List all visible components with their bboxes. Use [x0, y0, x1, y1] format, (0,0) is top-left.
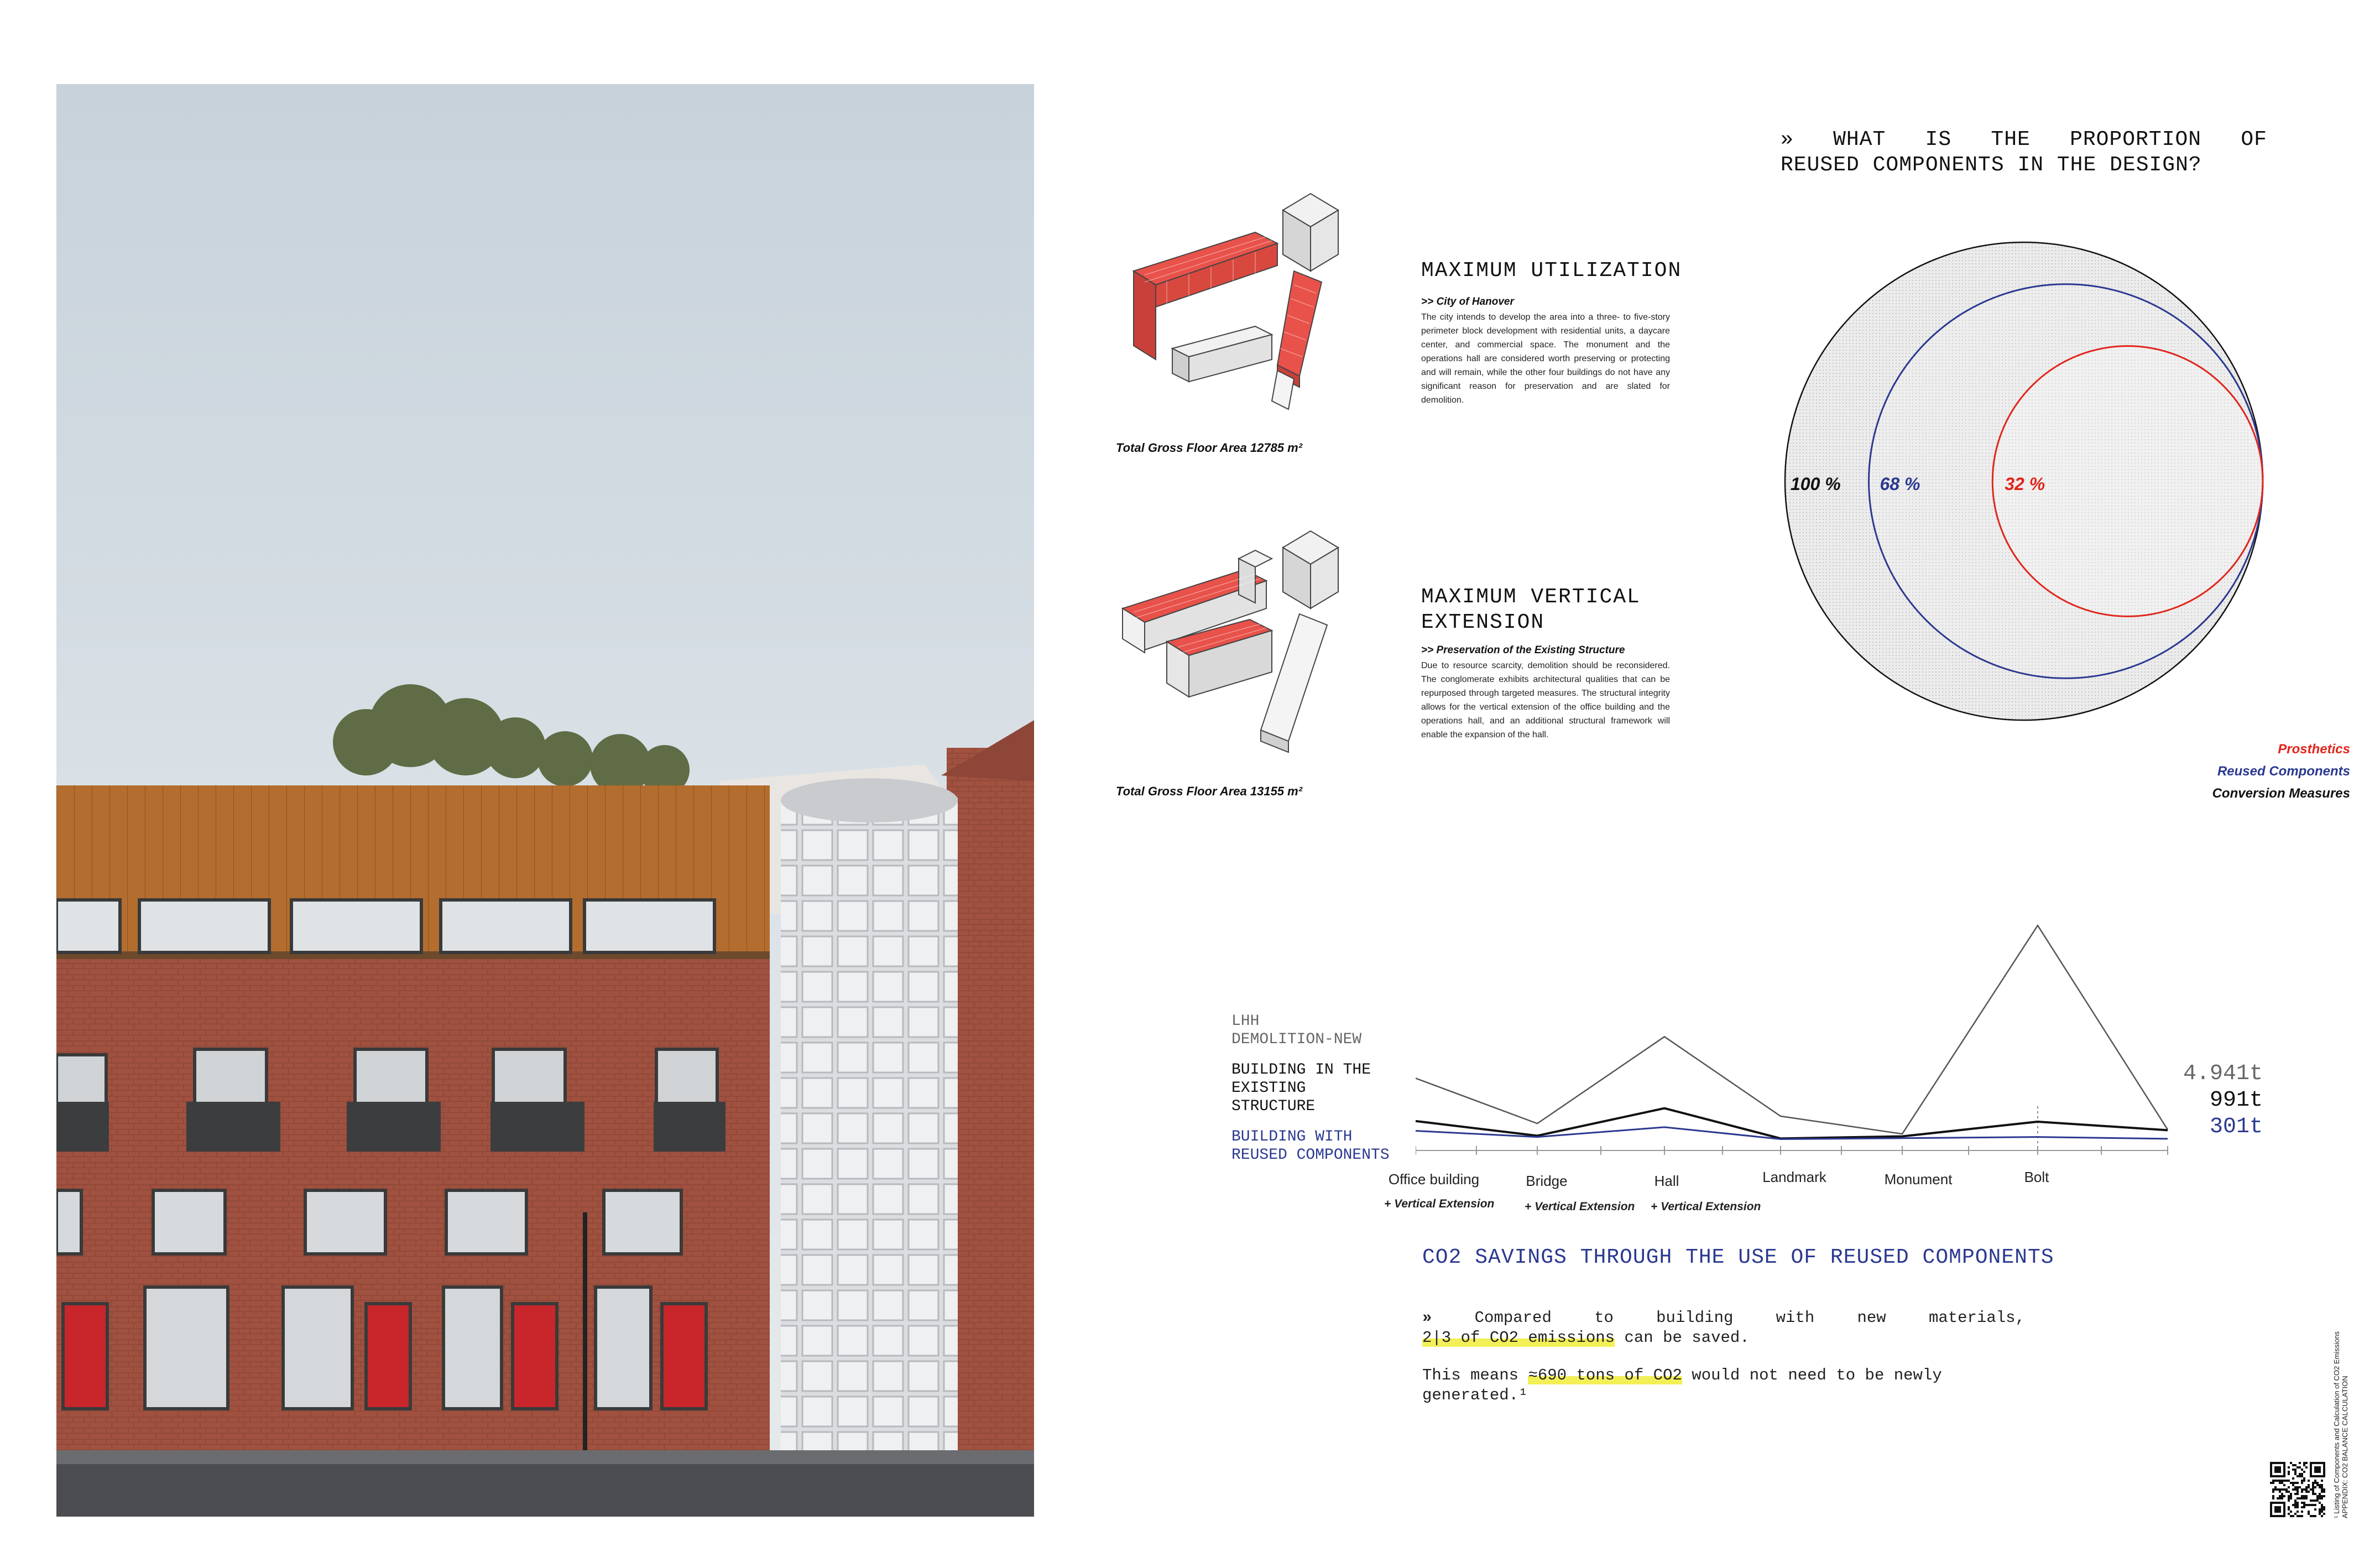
qr-module	[2321, 1495, 2323, 1497]
qr-module	[2319, 1493, 2321, 1495]
savings-line3	[1422, 1366, 2025, 1405]
circle-label-0: 100 %	[1791, 474, 1841, 494]
qr-module	[2279, 1491, 2281, 1493]
category-note-vertical-extension: + Vertical Extension	[1651, 1200, 1761, 1213]
qr-module	[2288, 1495, 2290, 1497]
qr-module	[2303, 1495, 2305, 1497]
qr-module	[2281, 1497, 2283, 1499]
qr-module	[2323, 1488, 2325, 1491]
qr-module	[2277, 1480, 2279, 1482]
qr-module	[2288, 1486, 2290, 1488]
legend-item-conversion-measures: Conversion Measures	[2212, 786, 2350, 801]
qr-module	[2305, 1504, 2308, 1506]
qr-module	[2279, 1480, 2281, 1482]
footnote-line1: ¹ Listing of Components and Calculation of CO2 Emissions	[2332, 1331, 2341, 1518]
qr-module	[2303, 1477, 2305, 1480]
qr-module	[2303, 1488, 2305, 1491]
category-label-landmark: Landmark	[1762, 1169, 1826, 1185]
qr-module	[2312, 1515, 2314, 1517]
qr-module	[2299, 1497, 2301, 1499]
qr-module	[2297, 1475, 2299, 1477]
qr-module	[2310, 1488, 2312, 1491]
qr-module	[2281, 1493, 2283, 1495]
qr-module	[2297, 1502, 2299, 1504]
series-line-1	[1416, 1108, 2168, 1139]
question-word-0: WHAT	[1833, 128, 1886, 152]
qr-module	[2285, 1480, 2288, 1482]
qr-module	[2274, 1486, 2277, 1488]
savings-marker: »	[1422, 1309, 1432, 1327]
series-totals	[2174, 1061, 2263, 1141]
qr-module	[2301, 1480, 2303, 1482]
qr-module	[2303, 1497, 2305, 1499]
qr-module	[2308, 1491, 2310, 1493]
footnote	[2332, 1331, 2349, 1529]
qr-module	[2288, 1499, 2290, 1502]
series-label-2	[1231, 1128, 1390, 1164]
qr-module	[2292, 1515, 2294, 1517]
co2-savings-title: CO2 SAVINGS THROUGH THE USE OF REUSED COMPONENTS	[1422, 1246, 2054, 1269]
savings-line2	[1422, 1328, 2025, 1348]
qr-module	[2301, 1511, 2303, 1513]
series-label-line: BUILDING IN THE	[1231, 1061, 1371, 1079]
legend-item-reused-components: Reused Components	[2217, 764, 2350, 779]
circle-label-1: 68 %	[1880, 474, 1920, 494]
category-note-vertical-extension: + Vertical Extension	[1525, 1200, 1635, 1213]
series-total-0: 4.941t	[2183, 1061, 2263, 1086]
qr-module	[2308, 1504, 2310, 1506]
qr-module	[2290, 1462, 2292, 1464]
qr-module	[2316, 1497, 2319, 1499]
series-total-2: 301t	[2209, 1115, 2263, 1139]
qr-module	[2272, 1488, 2274, 1491]
qr-module	[2301, 1473, 2303, 1475]
qr-module	[2319, 1495, 2321, 1497]
qr-module	[2288, 1497, 2290, 1499]
qr-module	[2294, 1464, 2297, 1466]
proportion-question-line1	[1781, 127, 2267, 153]
qr-module	[2292, 1469, 2294, 1471]
qr-module	[2288, 1480, 2290, 1482]
qr-module	[2301, 1502, 2303, 1504]
qr-module	[2297, 1504, 2299, 1506]
qr-module	[2321, 1488, 2323, 1491]
qr-module	[2270, 1482, 2272, 1484]
savings-line3-pre: This means	[1422, 1366, 1528, 1384]
qr-module	[2305, 1462, 2308, 1464]
vertical-extension-subtitle: >> Preservation of the Existing Structure	[1421, 644, 1625, 656]
qr-module	[2314, 1515, 2316, 1517]
qr-module	[2283, 1480, 2285, 1482]
qr-module	[2321, 1511, 2323, 1513]
vertical-extension-title-line1: MAXIMUM VERTICAL	[1421, 585, 1641, 609]
qr-module	[2308, 1486, 2310, 1488]
qr-module	[2312, 1493, 2314, 1495]
qr-module	[2321, 1484, 2323, 1486]
qr-module	[2294, 1486, 2297, 1488]
qr-module	[2274, 1488, 2277, 1491]
qr-module	[2279, 1497, 2281, 1499]
qr-module	[2299, 1486, 2301, 1488]
series-label-1	[1231, 1061, 1390, 1116]
qr-module	[2277, 1488, 2279, 1491]
question-word-1: IS	[1925, 128, 1952, 152]
qr-module	[2294, 1482, 2297, 1484]
question-word-4: OF	[2241, 128, 2267, 152]
circle-label-2: 32 %	[2005, 474, 2045, 494]
qr-module	[2292, 1484, 2294, 1486]
qr-module	[2290, 1497, 2292, 1499]
qr-module	[2312, 1499, 2314, 1502]
qr-module	[2281, 1488, 2283, 1491]
qr-module	[2305, 1495, 2308, 1497]
qr-module	[2316, 1495, 2319, 1497]
qr-module	[2288, 1466, 2290, 1469]
qr-module	[2288, 1513, 2290, 1515]
qr-module	[2294, 1504, 2297, 1506]
savings-word-3: with	[1776, 1309, 1815, 1327]
qr-module	[2288, 1508, 2290, 1511]
series-line-0	[1416, 925, 2168, 1134]
qr-module	[2305, 1488, 2308, 1491]
qr-module	[2303, 1506, 2305, 1508]
qr-module	[2312, 1488, 2314, 1491]
qr-module	[2305, 1497, 2308, 1499]
vertical-extension-gross-floor-area: Total Gross Floor Area 13155 m²	[1116, 784, 1303, 798]
qr-module	[2314, 1480, 2316, 1482]
qr-module	[2297, 1488, 2299, 1491]
qr-module	[2297, 1482, 2299, 1484]
qr-module	[2292, 1482, 2294, 1484]
qr-module	[2310, 1504, 2312, 1506]
qr-module	[2281, 1495, 2283, 1497]
qr-module	[2310, 1499, 2312, 1502]
qr-module	[2301, 1497, 2303, 1499]
qr-module	[2321, 1508, 2323, 1511]
savings-highlight-tons: ≈690 tons of CO2	[1528, 1366, 1682, 1384]
qr-module	[2305, 1486, 2308, 1488]
qr-module	[2279, 1488, 2281, 1491]
savings-line2-rest: can be saved.	[1615, 1329, 1750, 1347]
qr-module	[2299, 1515, 2301, 1517]
qr-module	[2277, 1497, 2279, 1499]
qr-module	[2297, 1511, 2299, 1513]
qr-module	[2301, 1475, 2303, 1477]
series-label-0	[1231, 1012, 1390, 1049]
series-label-line: BUILDING WITH	[1231, 1128, 1353, 1145]
qr-module	[2283, 1488, 2285, 1491]
series-total-1: 991t	[2209, 1088, 2263, 1113]
qr-module	[2288, 1471, 2290, 1473]
qr-module	[2297, 1497, 2299, 1499]
qr-module	[2314, 1493, 2316, 1495]
footnote-line2: APPENDIX: CO2 BALANCE CALCULATION	[2341, 1376, 2349, 1518]
qr-module	[2303, 1480, 2305, 1482]
qr-module	[2294, 1506, 2297, 1508]
qr-module	[2321, 1480, 2323, 1482]
savings-word-2: building	[1656, 1309, 1734, 1327]
street-rendering-image	[56, 84, 1034, 1517]
qr-module	[2297, 1493, 2299, 1495]
series-label-line: LHH	[1231, 1013, 1260, 1030]
qr-module	[2274, 1480, 2277, 1482]
qr-module	[2319, 1508, 2321, 1511]
qr-module	[2272, 1480, 2274, 1482]
qr-module	[2290, 1511, 2292, 1513]
utilization-title: MAXIMUM UTILIZATION	[1421, 259, 1682, 283]
qr-module	[2292, 1477, 2294, 1480]
category-label-monument: Monument	[1884, 1171, 1953, 1188]
qr-module	[2299, 1475, 2301, 1477]
qr-module	[2297, 1506, 2299, 1508]
series-labels	[1231, 1012, 1390, 1176]
qr-module	[2316, 1484, 2319, 1486]
qr-module	[2290, 1482, 2292, 1484]
qr-module	[2283, 1484, 2285, 1486]
qr-module	[2314, 1508, 2316, 1511]
qr-module	[2312, 1482, 2314, 1484]
qr-module	[2319, 1513, 2321, 1515]
series-label-line: REUSED COMPONENTS	[1231, 1147, 1390, 1164]
qr-module	[2288, 1473, 2290, 1475]
qr-finder-core	[2274, 1466, 2281, 1473]
qr-module	[2288, 1506, 2290, 1508]
qr-module	[2303, 1462, 2305, 1464]
qr-module	[2314, 1486, 2316, 1488]
qr-module	[2294, 1469, 2297, 1471]
category-label-bolt: Bolt	[2024, 1169, 2049, 1185]
qr-module	[2319, 1486, 2321, 1488]
qr-module	[2281, 1480, 2283, 1482]
qr-module	[2303, 1471, 2305, 1473]
qr-module	[2301, 1488, 2303, 1491]
qr-module	[2288, 1491, 2290, 1493]
utilization-description: The city intends to develop the area into a three- to five-story perimeter block development with residential units, a daycare center, and commercial space. The monument and the operations hall are considered worth preserving or protecting and will remain, while the other four buildings do not have any significant reason for preservation and are slated for demolition.	[1421, 313, 1670, 405]
qr-module	[2321, 1515, 2323, 1517]
qr-module	[2272, 1482, 2274, 1484]
qr-finder-core	[2314, 1466, 2321, 1473]
qr-module	[2308, 1484, 2310, 1486]
qr-module	[2308, 1511, 2310, 1513]
qr-module	[2303, 1464, 2305, 1466]
category-label-office-building: Office building	[1388, 1171, 1480, 1188]
qr-module	[2299, 1462, 2301, 1464]
proportion-question-line2: REUSED COMPONENTS IN THE DESIGN?	[1781, 153, 2202, 177]
qr-module	[2314, 1499, 2316, 1502]
series-label-line: DEMOLITION-NEW	[1231, 1031, 1362, 1048]
qr-module	[2292, 1488, 2294, 1491]
qr-module	[2316, 1482, 2319, 1484]
qr-module	[2308, 1480, 2310, 1482]
qr-module	[2301, 1506, 2303, 1508]
utilization-subtitle: >> City of Hanover	[1421, 296, 1514, 308]
utilization-axonometric-diagram	[1111, 188, 1344, 420]
qr-module	[2321, 1486, 2323, 1488]
qr-module	[2316, 1499, 2319, 1502]
qr-module	[2301, 1491, 2303, 1493]
reused-components-proportion-chart	[1775, 232, 2273, 730]
qr-module	[2323, 1506, 2325, 1508]
qr-module	[2292, 1464, 2294, 1466]
qr-module	[2292, 1504, 2294, 1506]
savings-line1	[1422, 1308, 2025, 1328]
qr-module	[2285, 1491, 2288, 1493]
series-label-line: STRUCTURE	[1231, 1098, 1316, 1115]
co2-savings-statement	[1422, 1308, 2025, 1405]
qr-module	[2297, 1491, 2299, 1493]
qr-module	[2294, 1493, 2297, 1495]
qr-module	[2319, 1497, 2321, 1499]
proportion-legend	[2101, 738, 2350, 805]
qr-module	[2319, 1484, 2321, 1486]
qr-module	[2323, 1513, 2325, 1515]
qr-module	[2305, 1491, 2308, 1493]
savings-word-4: new	[1857, 1309, 1886, 1327]
qr-module	[2321, 1506, 2323, 1508]
qr-module	[2294, 1502, 2297, 1504]
qr-module	[2321, 1497, 2323, 1499]
qr-module	[2297, 1466, 2299, 1469]
qr-module	[2272, 1495, 2274, 1497]
qr-module	[2294, 1471, 2297, 1473]
qr-module	[2290, 1495, 2292, 1497]
category-note-vertical-extension: + Vertical Extension	[1384, 1197, 1495, 1210]
qr-module	[2312, 1491, 2314, 1493]
category-label-hall: Hall	[1654, 1173, 1679, 1189]
qr-module	[2305, 1466, 2308, 1469]
qr-module	[2301, 1482, 2303, 1484]
qr-module	[2312, 1486, 2314, 1488]
savings-word-1: to	[1594, 1309, 1614, 1327]
legend-item-prosthetics: Prosthetics	[2278, 742, 2350, 757]
question-word-3: PROPORTION	[2070, 128, 2202, 152]
qr-module	[2310, 1515, 2312, 1517]
qr-module	[2312, 1504, 2314, 1506]
vertical-extension-title	[1421, 585, 1641, 636]
qr-module	[2314, 1504, 2316, 1506]
series-label-line: EXISTING	[1231, 1080, 1306, 1097]
qr-module	[2290, 1515, 2292, 1517]
qr-module	[2290, 1493, 2292, 1495]
qr-module	[2297, 1486, 2299, 1488]
vertical-extension-title-line2: EXTENSION	[1421, 611, 1545, 634]
qr-module	[2303, 1502, 2305, 1504]
vertical-extension-description: Due to resource scarcity, demolition should be reconsidered. The conglomerate exhibits architectural qualities that can be repurposed through targeted measures. The structural integrity allows for the vertical extension of the office building and the operations hall, and an additional structural framework will enable the expansion of the hall.	[1421, 661, 1670, 740]
question-word-2: THE	[1991, 128, 2031, 152]
qr-module	[2294, 1488, 2297, 1491]
qr-module	[2308, 1513, 2310, 1515]
qr-module	[2272, 1497, 2274, 1499]
qr-module	[2323, 1491, 2325, 1493]
qr-module	[2279, 1495, 2281, 1497]
qr-module	[2301, 1469, 2303, 1471]
qr-module	[2272, 1491, 2274, 1493]
qr-module	[2301, 1515, 2303, 1517]
footnote-text	[2332, 1331, 2349, 1518]
qr-module	[2281, 1482, 2283, 1484]
savings-line3-rest: would not need to be newly generated.¹	[1422, 1366, 1942, 1404]
qr-module	[2323, 1508, 2325, 1511]
proportion-question	[1781, 127, 2267, 178]
qr-module	[2299, 1473, 2301, 1475]
savings-word-0: Compared	[1474, 1309, 1552, 1327]
qr-module	[2294, 1513, 2297, 1515]
savings-highlight-fraction: 2|3 of CO2 emissions	[1422, 1329, 1615, 1347]
qr-module	[2321, 1491, 2323, 1493]
qr-module	[2321, 1504, 2323, 1506]
qr-module	[2314, 1482, 2316, 1484]
qr-module	[2319, 1511, 2321, 1513]
qr-module	[2294, 1499, 2297, 1502]
category-label-bridge: Bridge	[1526, 1173, 1568, 1189]
qr-module	[2294, 1473, 2297, 1475]
qr-module	[2303, 1504, 2305, 1506]
qr-finder-core	[2274, 1506, 2281, 1513]
qr-module	[2279, 1482, 2281, 1484]
qr-module	[2301, 1495, 2303, 1497]
qr-module	[2283, 1495, 2285, 1497]
qr-module	[2319, 1502, 2321, 1504]
qr-code-icon[interactable]	[2270, 1462, 2325, 1517]
question-marker: »	[1781, 128, 1794, 152]
savings-word-5: materials,	[1928, 1309, 2025, 1327]
qr-module	[2285, 1488, 2288, 1491]
vertical-extension-axonometric-diagram	[1111, 525, 1344, 758]
qr-module	[2299, 1466, 2301, 1469]
qr-module	[2323, 1495, 2325, 1497]
qr-module	[2312, 1484, 2314, 1486]
utilization-gross-floor-area: Total Gross Floor Area 12785 m²	[1116, 441, 1303, 455]
qr-module	[2297, 1515, 2299, 1517]
